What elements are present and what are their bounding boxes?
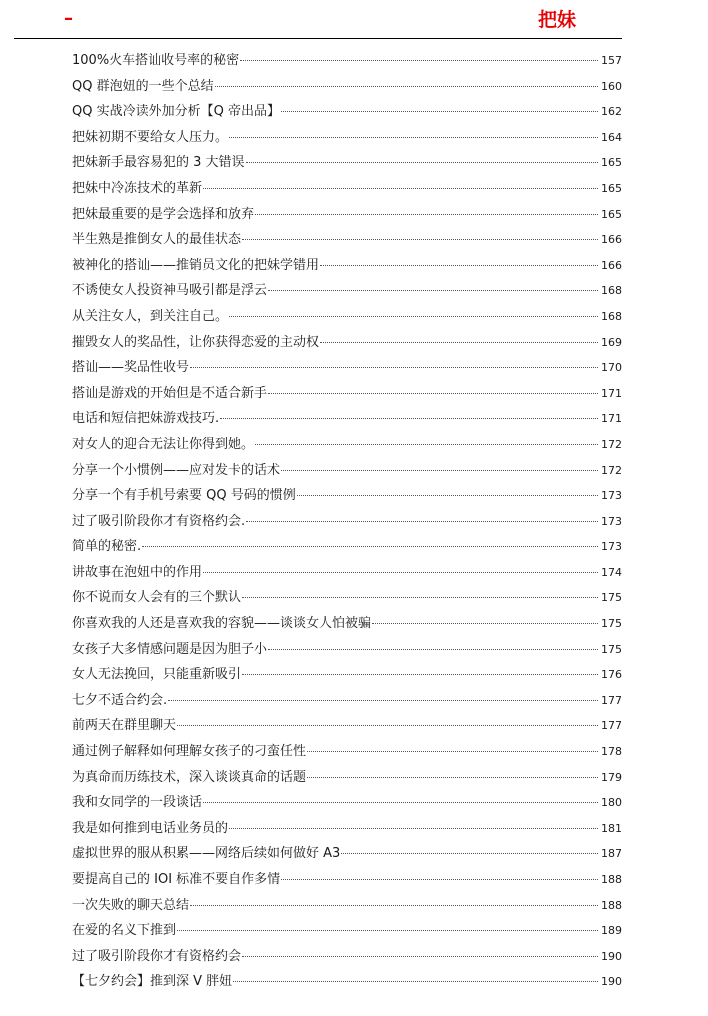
dot-leader: [242, 239, 598, 240]
toc-entry-title: 从关注女人，到关注自己。: [72, 308, 229, 324]
toc-entry-page-number: 171: [601, 386, 622, 400]
toc-entry-title: 被神化的搭讪——推销员文化的把妹学错用: [72, 257, 320, 273]
toc-entry[interactable]: [72, 304, 622, 330]
toc-entry[interactable]: [72, 969, 622, 995]
toc-entry-page-number: 180: [601, 796, 622, 810]
toc-entry[interactable]: [72, 432, 622, 458]
toc-entry-title: 把妹最重要的是学会选择和放弃: [72, 206, 255, 222]
toc-entry-title: 要提高自己的 IOI 标准不要自作多情: [72, 872, 281, 887]
toc-entry-title: QQ 实战冷读外加分析【Q 帝出品】: [72, 104, 280, 120]
toc-entry[interactable]: [72, 765, 622, 791]
toc-entry-page-number: 164: [601, 130, 622, 144]
toc-entry-title: 搭讪是游戏的开始但是不适合新手: [72, 385, 268, 401]
dot-leader: [190, 367, 598, 368]
toc-entry-page-number: 187: [601, 847, 622, 861]
toc-entry[interactable]: [72, 99, 622, 125]
toc-entry-title: 把妹新手最容易犯的 3 大错误: [72, 155, 245, 171]
toc-entry[interactable]: [72, 713, 622, 739]
header-title: 把妹: [537, 9, 576, 31]
toc-entry[interactable]: [72, 790, 622, 816]
toc-entry-page-number: 172: [601, 463, 622, 477]
toc-entry[interactable]: [72, 483, 622, 509]
toc-entry[interactable]: [72, 74, 622, 100]
dot-leader: [255, 214, 598, 215]
toc-entry-page-number: 173: [601, 489, 622, 503]
dot-leader: [268, 649, 598, 650]
toc-entry-page-number: 189: [601, 924, 622, 938]
toc-entry[interactable]: [72, 509, 622, 535]
toc-entry-title: 半生熟是推倒女人的最佳状态: [72, 232, 242, 248]
dot-leader: [281, 470, 598, 471]
toc-entry-page-number: 171: [601, 412, 622, 426]
dot-leader: [229, 828, 598, 829]
toc-entry[interactable]: [72, 202, 622, 228]
toc-entry-title: 对女人的迎合无法让你得到她。: [72, 436, 255, 452]
toc-entry-page-number: 188: [601, 873, 622, 886]
toc-entry[interactable]: [72, 227, 622, 253]
toc-entry[interactable]: [72, 637, 622, 663]
toc-entry[interactable]: [72, 688, 622, 714]
dot-leader: [203, 188, 598, 189]
dot-leader: [242, 597, 598, 598]
toc-entry-page-number: 175: [601, 642, 622, 656]
toc-entry-title: 在爱的名义下推到: [72, 923, 177, 939]
toc-entry-page-number: 188: [601, 898, 622, 912]
toc-entry[interactable]: [72, 406, 622, 432]
toc-entry-title: 七夕不适合约会.: [72, 692, 168, 708]
dot-leader: [255, 444, 598, 445]
toc-entry-page-number: 177: [601, 719, 622, 733]
toc-entry-title: 简单的秘密.: [72, 539, 142, 555]
dot-leader: [320, 342, 598, 343]
toc-entry-page-number: 181: [601, 821, 622, 835]
toc-entry-page-number: 176: [601, 668, 622, 682]
toc-entry-title: 不诱使女人投资神马吸引都是浮云: [72, 283, 268, 299]
toc-entry-title: QQ 群泡妞的一些个总结: [72, 78, 214, 94]
dot-leader: [281, 879, 598, 880]
toc-entry-page-number: 173: [601, 540, 622, 554]
toc-entry-page-number: 179: [601, 770, 622, 784]
toc-entry-title: 你喜欢我的人还是喜欢我的容貌——谈谈女人怕被骗: [72, 616, 372, 632]
dot-leader: [242, 674, 598, 675]
toc-entry[interactable]: [72, 278, 622, 304]
dot-leader: [307, 777, 598, 778]
toc-entry[interactable]: [72, 739, 622, 765]
toc-entry-title: 为真命而历练技术，深入谈谈真命的话题: [72, 769, 307, 785]
toc-entry[interactable]: [72, 611, 622, 637]
toc-entry[interactable]: [72, 330, 622, 356]
toc-entry-title: 电话和短信把妹游戏技巧.: [72, 411, 220, 427]
toc-entry[interactable]: [72, 48, 622, 74]
dot-leader: [177, 725, 598, 726]
toc-entry[interactable]: [72, 662, 622, 688]
toc-entry-page-number: 165: [601, 156, 622, 170]
dot-leader: [246, 162, 598, 163]
dot-leader: [203, 802, 598, 803]
toc-entry-title: 虚拟世界的服从积累——网络后续如何做好 A3: [72, 846, 341, 862]
toc-entry[interactable]: [72, 458, 622, 484]
toc-entry-page-number: 172: [601, 437, 622, 451]
page-header: [14, 0, 622, 39]
toc-entry-page-number: 166: [601, 233, 622, 247]
dot-leader: [220, 418, 598, 419]
dot-leader: [281, 111, 598, 112]
toc-entry[interactable]: [72, 841, 622, 867]
toc-entry-title: 分享一个小惯例——应对发卡的话术: [72, 462, 281, 478]
dot-leader: [372, 623, 598, 624]
toc-entry-page-number: 168: [601, 284, 622, 298]
toc-entry-title: 搭讪——奖品性收号: [72, 360, 190, 376]
toc-entry[interactable]: [72, 253, 622, 279]
dot-leader: [215, 86, 598, 87]
dot-leader: [320, 265, 598, 266]
toc-entry-title: 一次失败的聊天总结: [72, 897, 190, 913]
dot-leader: [203, 572, 598, 573]
dot-leader: [190, 905, 598, 906]
toc-entry-title: 我和女同学的一段谈话: [72, 795, 203, 811]
toc-entry[interactable]: [72, 893, 622, 919]
toc-entry-page-number: 157: [601, 54, 622, 67]
toc-entry-title: 女孩子大多情感问题是因为胆子小: [72, 641, 268, 657]
table-of-contents: [72, 48, 622, 995]
dot-leader: [177, 930, 598, 931]
toc-entry[interactable]: [72, 381, 622, 407]
dot-leader: [142, 546, 598, 547]
toc-entry[interactable]: [72, 150, 622, 176]
toc-entry-page-number: 160: [601, 79, 622, 93]
toc-entry-page-number: 190: [601, 975, 622, 989]
dot-leader: [307, 751, 598, 752]
toc-entry-title: 我是如何推到电话业务员的: [72, 820, 229, 836]
dot-leader: [240, 60, 598, 61]
toc-entry-title: 女人无法挽回，只能重新吸引: [72, 667, 242, 683]
dot-leader: [341, 853, 598, 854]
toc-entry[interactable]: [72, 918, 622, 944]
toc-entry-page-number: 175: [601, 591, 622, 605]
toc-entry[interactable]: [72, 534, 622, 560]
toc-entry[interactable]: [72, 816, 622, 842]
toc-entry-title: 你不说而女人会有的三个默认: [72, 590, 242, 606]
dot-leader: [233, 981, 598, 982]
dot-leader: [229, 137, 598, 138]
toc-entry-page-number: 173: [601, 514, 622, 528]
toc-entry[interactable]: [72, 867, 622, 893]
toc-entry-page-number: 168: [601, 309, 622, 323]
dot-leader: [297, 495, 598, 496]
dot-leader: [246, 521, 598, 522]
dot-leader: [268, 290, 598, 291]
toc-entry-title: 100%火车搭讪收号率的秘密: [72, 53, 240, 68]
toc-entry-title: 前两天在群里聊天: [72, 718, 177, 734]
toc-entry-title: 把妹初期不要给女人压力。: [72, 129, 229, 145]
toc-entry-page-number: 162: [601, 105, 622, 119]
toc-entry-page-number: 170: [601, 361, 622, 375]
dot-leader: [242, 956, 598, 957]
toc-entry-page-number: 178: [601, 745, 622, 759]
toc-entry-title: 分享一个有手机号索要 QQ 号码的惯例: [72, 488, 296, 504]
toc-entry-page-number: 169: [601, 335, 622, 349]
toc-entry-title: 过了吸引阶段你才有资格约会.: [72, 513, 246, 529]
dot-leader: [229, 316, 598, 317]
dot-leader: [268, 393, 598, 394]
toc-entry-page-number: 175: [601, 617, 622, 631]
toc-entry[interactable]: [72, 560, 622, 586]
toc-entry[interactable]: [72, 585, 622, 611]
toc-entry[interactable]: [72, 125, 622, 151]
dot-leader: [168, 700, 598, 701]
toc-entry-title: 把妹中冷冻技术的革新: [72, 180, 203, 196]
toc-entry-page-number: 165: [601, 207, 622, 221]
toc-entry-page-number: 166: [601, 258, 622, 272]
toc-entry-page-number: 177: [601, 693, 622, 707]
toc-entry-title: 过了吸引阶段你才有资格约会: [72, 948, 242, 964]
toc-entry-title: 【七夕约会】推到深 V 胖妞: [72, 974, 233, 990]
toc-entry[interactable]: [72, 355, 622, 381]
toc-entry-title: 讲故事在泡妞中的作用: [72, 564, 203, 580]
toc-entry-page-number: 174: [601, 565, 622, 579]
toc-entry[interactable]: [72, 176, 622, 202]
toc-entry-title: 通过例子解释如何理解女孩子的刁蛮任性: [72, 744, 307, 760]
toc-entry-page-number: 190: [601, 949, 622, 963]
toc-entry[interactable]: [72, 944, 622, 970]
header-dash-mark: –: [64, 8, 73, 29]
toc-entry-title: 摧毁女人的奖品性，让你获得恋爱的主动权: [72, 334, 320, 350]
toc-entry-page-number: 165: [601, 181, 622, 195]
